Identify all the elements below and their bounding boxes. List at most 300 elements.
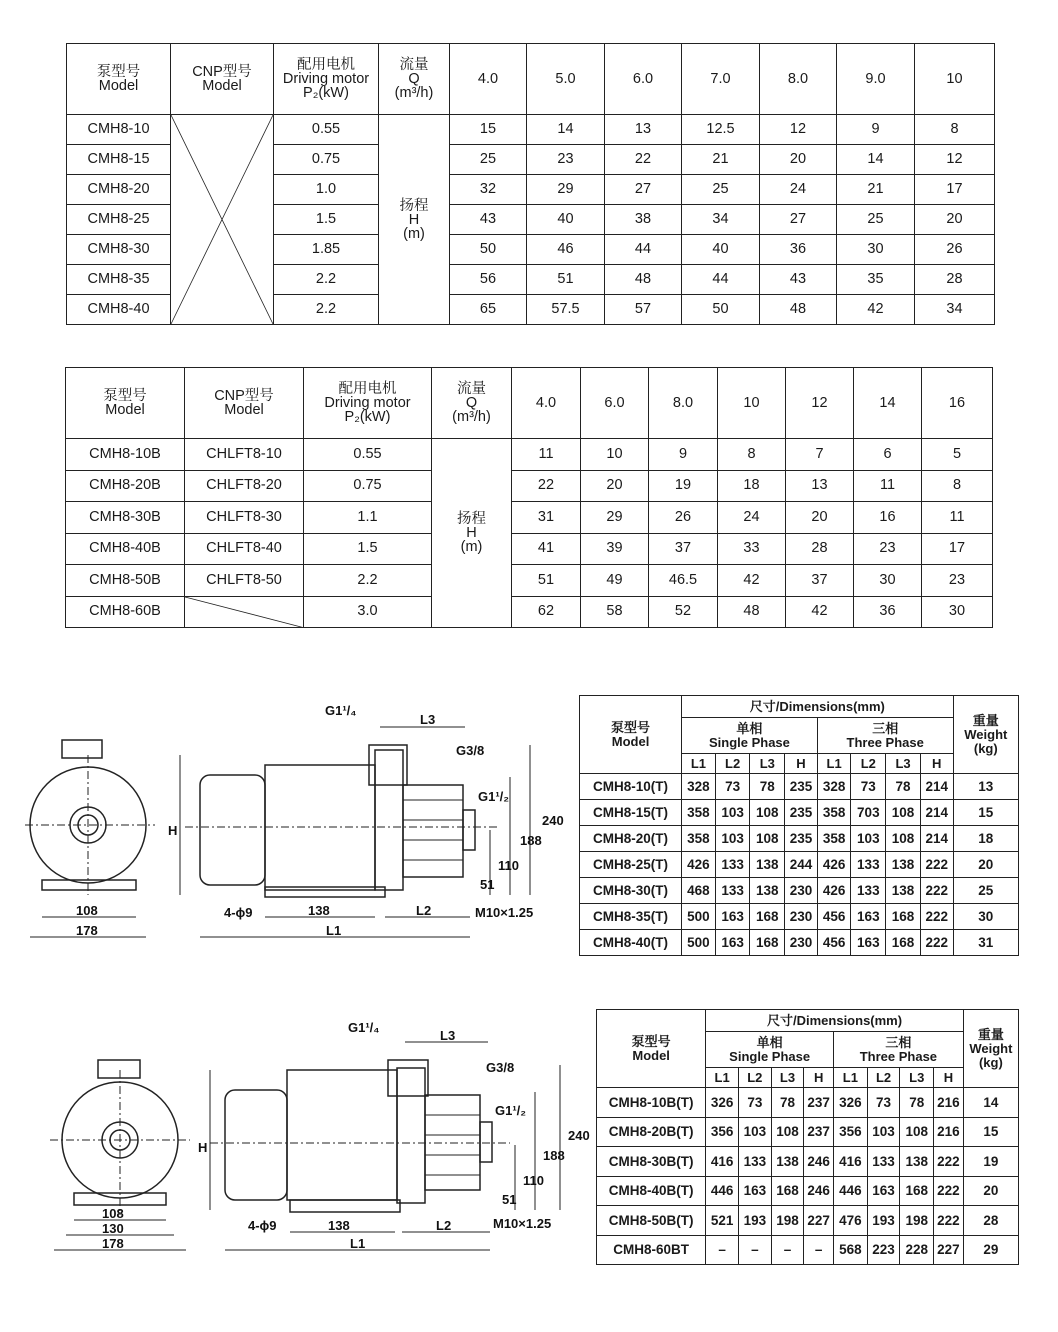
- head-value-cell: 50: [450, 235, 527, 265]
- head-value-cell: 52: [649, 596, 718, 628]
- model-header-cn: 泵型号: [631, 1033, 671, 1049]
- head-value-cell: 42: [718, 565, 786, 597]
- flow-header-cn: 流量: [399, 57, 429, 73]
- dim-col-label: L3: [886, 754, 921, 774]
- dimension-cell: 133: [738, 1147, 771, 1177]
- dimensions-title: 尺寸/Dimensions(mm): [706, 1010, 963, 1032]
- flow-value: 4.0: [450, 44, 527, 115]
- dimension-cell: 168: [750, 904, 785, 930]
- head-header-sym: H: [466, 525, 477, 541]
- table-row: [597, 1088, 1019, 1118]
- dim-col-label: H: [785, 754, 818, 774]
- head-value-cell: 39: [581, 533, 649, 565]
- dim-col-label: L2: [715, 754, 750, 774]
- head-value-cell: 26: [915, 235, 995, 265]
- head-value-cell: 21: [682, 145, 760, 175]
- head-value-cell: 38: [605, 205, 682, 235]
- dimension-cell: 456: [817, 904, 851, 930]
- model-cell: CMH8-10B(T): [597, 1088, 706, 1118]
- dimension-cell: 73: [738, 1088, 771, 1118]
- flow-value: 12: [786, 368, 854, 439]
- head-header-unit: (m): [460, 539, 483, 555]
- dim-col-label: L1: [833, 1068, 867, 1088]
- weight-cell: 18: [953, 826, 1018, 852]
- dimension-cell: 500: [682, 904, 716, 930]
- dimension-cell: 326: [706, 1088, 739, 1118]
- dimension-cell: 198: [771, 1206, 804, 1236]
- d110-label: 110: [523, 1173, 544, 1188]
- pump-head: [375, 750, 403, 890]
- dimension-cell: 103: [715, 826, 750, 852]
- flow-value: 10: [718, 368, 786, 439]
- head-value-cell: 36: [854, 596, 922, 628]
- d138-label: 138: [328, 1218, 350, 1233]
- d188-label: 188: [520, 833, 542, 848]
- head-value-cell: 9: [837, 115, 915, 145]
- cnp-header-cn: CNP型号: [214, 388, 274, 404]
- head-value-cell: 12: [760, 115, 837, 145]
- motor-header-en: Driving motor: [324, 395, 411, 411]
- dimension-cell: 108: [886, 800, 921, 826]
- model-cell: CMH8-30: [67, 235, 171, 265]
- dimension-cell: 163: [851, 930, 886, 956]
- dimension-cell: 133: [867, 1147, 900, 1177]
- cnp-model-cell: CHLFT8-40: [185, 533, 304, 565]
- head-value-cell: 48: [760, 295, 837, 325]
- model-cell: CMH8-30B(T): [597, 1147, 706, 1177]
- head-value-cell: 18: [718, 470, 786, 502]
- dimension-cell: –: [771, 1235, 804, 1265]
- dimension-cell: 358: [682, 800, 716, 826]
- head-value-cell: 49: [581, 565, 649, 597]
- dimension-cell: 222: [920, 878, 953, 904]
- dimension-cell: 133: [715, 878, 750, 904]
- model-cell: CMH8-25: [67, 205, 171, 235]
- single-phase-cn: 单相: [756, 1034, 783, 1050]
- three-phase-en: Three Phase: [859, 1048, 938, 1064]
- motor-header-unit: P₂(kW): [344, 409, 391, 425]
- power-cell: 0.75: [304, 470, 432, 502]
- head-value-cell: 21: [837, 175, 915, 205]
- dimension-cell: 358: [682, 826, 716, 852]
- dimension-cell: 193: [867, 1206, 900, 1236]
- flow-value: 7.0: [682, 44, 760, 115]
- d240-label: 240: [542, 813, 564, 828]
- head-value-cell: 43: [760, 265, 837, 295]
- model-header-cn: 泵型号: [96, 64, 141, 80]
- head-value-cell: 25: [682, 175, 760, 205]
- weight-header-en: Weight: [969, 1040, 1013, 1056]
- weight-header-cn: 重量: [972, 712, 999, 728]
- pump-drawing-2: [40, 1010, 590, 1265]
- dimension-cell: 222: [920, 904, 953, 930]
- dimension-cell: 168: [771, 1176, 804, 1206]
- dimension-cell: 73: [851, 774, 886, 800]
- cnp-header-en: Model: [224, 402, 264, 418]
- pump-stages: [403, 785, 463, 877]
- dimension-cell: 133: [851, 878, 886, 904]
- head-value-cell: 13: [605, 115, 682, 145]
- empty-cell-cross: [185, 597, 303, 628]
- weight-cell: 30: [953, 904, 1018, 930]
- weight-cell: 15: [963, 1117, 1018, 1147]
- dimension-cell: 138: [900, 1147, 934, 1177]
- performance-table-1: [66, 43, 995, 325]
- dimension-cell: 168: [886, 930, 921, 956]
- cnp-model-cell: CHLFT8-20: [185, 470, 304, 502]
- head-value-cell: 23: [854, 533, 922, 565]
- dimension-cell: 108: [750, 826, 785, 852]
- flow-header-sym: Q: [465, 395, 478, 411]
- dimension-cell: 168: [886, 904, 921, 930]
- dimension-cell: 476: [833, 1206, 867, 1236]
- dimension-cell: 356: [833, 1117, 867, 1147]
- dimension-cell: 426: [682, 852, 716, 878]
- model-cell: CMH8-15(T): [580, 800, 682, 826]
- model-cell: CMH8-30B: [66, 502, 185, 534]
- table-row: [597, 1176, 1019, 1206]
- dimension-cell: 214: [920, 774, 953, 800]
- motor-header-cn: 配用电机: [297, 57, 355, 73]
- dimension-cell: 133: [715, 852, 750, 878]
- pump-drawing-1: [20, 695, 580, 950]
- g114-label: G1¹/₄: [325, 703, 357, 718]
- dimension-cell: 108: [900, 1117, 934, 1147]
- weight-cell: 20: [953, 852, 1018, 878]
- head-value-cell: 22: [512, 470, 581, 502]
- power-cell: 0.55: [274, 115, 379, 145]
- head-value-cell: 8: [915, 115, 995, 145]
- motor-header-unit: P₂(kW): [303, 85, 349, 101]
- dimension-cell: 222: [920, 930, 953, 956]
- head-value-cell: 24: [718, 502, 786, 534]
- model-cell: CMH8-40: [67, 295, 171, 325]
- three-phase-cn: 三相: [885, 1034, 912, 1050]
- head-value-cell: 17: [922, 533, 993, 565]
- model-cell: CMH8-25(T): [580, 852, 682, 878]
- table-row: [66, 533, 993, 565]
- table-row: [66, 596, 993, 628]
- head-value-cell: 56: [450, 265, 527, 295]
- model-cell: CMH8-20(T): [580, 826, 682, 852]
- dimension-cell: 78: [900, 1088, 934, 1118]
- weight-cell: 13: [953, 774, 1018, 800]
- model-cell: CMH8-50B: [66, 565, 185, 597]
- dim-col-label: L1: [706, 1068, 739, 1088]
- dimension-cell: 103: [715, 800, 750, 826]
- pump-head: [397, 1068, 425, 1203]
- head-value-cell: 37: [649, 533, 718, 565]
- table-row: [66, 502, 993, 534]
- table-row: [66, 439, 993, 471]
- weight-cell: 15: [953, 800, 1018, 826]
- dimension-cell: 230: [785, 878, 818, 904]
- head-value-cell: 40: [527, 205, 605, 235]
- dimension-cell: 222: [920, 852, 953, 878]
- head-value-cell: 29: [581, 502, 649, 534]
- dimension-cell: 73: [715, 774, 750, 800]
- flow-header-unit: (m³/h): [394, 85, 434, 101]
- motor-end-cap: [225, 1090, 287, 1200]
- model-cell: CMH8-10B: [66, 439, 185, 471]
- l3-label: L3: [420, 712, 436, 727]
- dimensions-title: 尺寸/Dimensions(mm): [682, 696, 954, 718]
- head-value-cell: 62: [512, 596, 581, 628]
- head-value-cell: 12: [915, 145, 995, 175]
- model-cell: CMH8-35: [67, 265, 171, 295]
- head-value-cell: 14: [527, 115, 605, 145]
- model-header-en: Model: [632, 1047, 670, 1063]
- head-header-unit: (m): [403, 225, 425, 242]
- head-value-cell: 20: [786, 502, 854, 534]
- model-cell: CMH8-60B: [66, 596, 185, 628]
- model-cell: CMH8-15: [67, 145, 171, 175]
- dimension-cell: 227: [804, 1206, 834, 1236]
- head-value-cell: 28: [915, 265, 995, 295]
- three-phase-cn: 三相: [872, 720, 899, 736]
- head-value-cell: 42: [837, 295, 915, 325]
- head-value-cell: 36: [760, 235, 837, 265]
- d108-label: 108: [76, 903, 98, 918]
- table-row: [67, 115, 995, 145]
- dimension-cell: 133: [851, 852, 886, 878]
- dimension-cell: 358: [817, 826, 851, 852]
- table-row: [580, 774, 1019, 800]
- head-value-cell: 42: [786, 596, 854, 628]
- table-row: [597, 1147, 1019, 1177]
- l3-label: L3: [440, 1028, 456, 1043]
- inlet-port: [480, 1122, 492, 1162]
- table-row: [580, 904, 1019, 930]
- weight-cell: 25: [953, 878, 1018, 904]
- dimension-cell: 138: [886, 852, 921, 878]
- weight-cell: 29: [963, 1235, 1018, 1265]
- head-value-cell: 30: [922, 596, 993, 628]
- power-cell: 2.2: [274, 295, 379, 325]
- dimension-cell: 78: [750, 774, 785, 800]
- dimension-cell: 222: [934, 1147, 964, 1177]
- head-value-cell: 29: [527, 175, 605, 205]
- head-value-cell: 25: [837, 205, 915, 235]
- dim-col-label: L2: [851, 754, 886, 774]
- dimension-cell: 163: [851, 904, 886, 930]
- dimension-cell: 358: [817, 800, 851, 826]
- dimension-cell: 426: [817, 878, 851, 904]
- head-value-cell: 7: [786, 439, 854, 471]
- dimension-cell: 138: [886, 878, 921, 904]
- flow-value: 5.0: [527, 44, 605, 115]
- cnp-model-cell: CHLFT8-30: [185, 502, 304, 534]
- dimensions-table-1: [579, 695, 1019, 956]
- head-header-cell: [432, 439, 512, 628]
- flow-header-cn: 流量: [457, 381, 486, 397]
- head-value-cell: 46: [527, 235, 605, 265]
- head-value-cell: 33: [718, 533, 786, 565]
- d51-label: 51: [480, 877, 495, 892]
- dimension-cell: 416: [706, 1147, 739, 1177]
- dimension-cell: 214: [920, 800, 953, 826]
- head-header-cn: 扬程: [399, 197, 429, 214]
- model-header-cn: 泵型号: [103, 388, 147, 404]
- dimension-cell: 326: [833, 1088, 867, 1118]
- head-value-cell: 27: [760, 205, 837, 235]
- dimension-cell: 163: [715, 930, 750, 956]
- table-row: [597, 1117, 1019, 1147]
- model-cell: CMH8-30(T): [580, 878, 682, 904]
- dimension-cell: 103: [738, 1117, 771, 1147]
- dimension-cell: 446: [706, 1176, 739, 1206]
- side-base: [265, 887, 385, 897]
- weight-header-cn: 重量: [977, 1026, 1004, 1042]
- single-phase-en: Single Phase: [708, 734, 790, 750]
- dimension-cell: 235: [785, 826, 818, 852]
- table-row: [66, 565, 993, 597]
- dimensions-table-2: [596, 1009, 1019, 1265]
- dimension-cell: 244: [785, 852, 818, 878]
- d188-label: 188: [543, 1148, 565, 1163]
- dimension-cell: 108: [771, 1117, 804, 1147]
- head-value-cell: 19: [649, 470, 718, 502]
- inlet-port: [463, 810, 475, 850]
- model-cell: CMH8-60BT: [597, 1235, 706, 1265]
- flow-value: 9.0: [837, 44, 915, 115]
- g38-label: G3/8: [486, 1060, 515, 1075]
- dimension-cell: 228: [900, 1235, 934, 1265]
- head-value-cell: 43: [450, 205, 527, 235]
- power-cell: 1.5: [304, 533, 432, 565]
- l1-label: L1: [350, 1236, 366, 1251]
- table-row: [580, 852, 1019, 878]
- d138-label: 138: [308, 903, 330, 918]
- head-value-cell: 65: [450, 295, 527, 325]
- dimension-cell: 568: [833, 1235, 867, 1265]
- weight-header-unit: (kg): [978, 1054, 1003, 1070]
- flow-value: 4.0: [512, 368, 581, 439]
- dim-col-label: H: [804, 1068, 834, 1088]
- power-cell: 1.5: [274, 205, 379, 235]
- head-value-cell: 44: [682, 265, 760, 295]
- head-value-cell: 40: [682, 235, 760, 265]
- dimension-cell: 222: [934, 1206, 964, 1236]
- dimension-cell: 103: [867, 1117, 900, 1147]
- dimension-cell: –: [706, 1235, 739, 1265]
- dimension-cell: 227: [934, 1235, 964, 1265]
- power-cell: 0.75: [274, 145, 379, 175]
- table-header-row: [66, 368, 993, 439]
- motor-header-cn: 配用电机: [338, 381, 397, 397]
- model-cell: CMH8-40B: [66, 533, 185, 565]
- dimension-cell: 138: [771, 1147, 804, 1177]
- model-header-en: Model: [105, 402, 145, 418]
- head-value-cell: 51: [512, 565, 581, 597]
- head-value-cell: 17: [915, 175, 995, 205]
- head-value-cell: 24: [760, 175, 837, 205]
- performance-table-2: [65, 367, 993, 628]
- head-value-cell: 37: [786, 565, 854, 597]
- dimension-cell: 500: [682, 930, 716, 956]
- head-value-cell: 14: [837, 145, 915, 175]
- head-value-cell: 46.5: [649, 565, 718, 597]
- cnp-header-cn: CNP型号: [192, 64, 252, 80]
- dimension-cell: 446: [833, 1176, 867, 1206]
- dimension-cell: 163: [867, 1176, 900, 1206]
- head-value-cell: 57: [605, 295, 682, 325]
- hole-label: 4-ϕ9: [224, 905, 253, 920]
- head-value-cell: 9: [649, 439, 718, 471]
- dim-col-label: L2: [738, 1068, 771, 1088]
- motor-end-cap: [200, 775, 265, 885]
- dimension-cell: 198: [900, 1206, 934, 1236]
- head-value-cell: 8: [718, 439, 786, 471]
- model-header-en: Model: [98, 78, 139, 94]
- power-cell: 3.0: [304, 596, 432, 628]
- head-value-cell: 41: [512, 533, 581, 565]
- dimension-cell: 138: [750, 852, 785, 878]
- m10-label: M10×1.25: [475, 905, 534, 920]
- dimension-cell: 216: [934, 1117, 964, 1147]
- weight-cell: 20: [963, 1176, 1018, 1206]
- dimension-cell: 103: [851, 826, 886, 852]
- head-value-cell: 20: [760, 145, 837, 175]
- head-header-sym: H: [408, 211, 420, 228]
- weight-cell: 31: [953, 930, 1018, 956]
- head-header-cn: 扬程: [457, 511, 486, 527]
- dimension-cell: 328: [682, 774, 716, 800]
- weight-cell: 19: [963, 1147, 1018, 1177]
- dimension-cell: 468: [682, 878, 716, 904]
- head-value-cell: 48: [718, 596, 786, 628]
- head-value-cell: 34: [915, 295, 995, 325]
- model-cell: CMH8-40B(T): [597, 1176, 706, 1206]
- model-cell: CMH8-20B(T): [597, 1117, 706, 1147]
- dimension-cell: 223: [867, 1235, 900, 1265]
- table-row: [597, 1235, 1019, 1265]
- dimension-cell: 521: [706, 1206, 739, 1236]
- table-row: [580, 878, 1019, 904]
- dimension-cell: 168: [900, 1176, 934, 1206]
- dimension-cell: 246: [804, 1176, 834, 1206]
- table-row: [597, 1206, 1019, 1236]
- head-value-cell: 58: [581, 596, 649, 628]
- head-value-cell: 11: [512, 439, 581, 471]
- d178-label: 178: [102, 1236, 124, 1251]
- m10-label: M10×1.25: [493, 1216, 552, 1231]
- head-value-cell: 23: [922, 565, 993, 597]
- weight-header-en: Weight: [964, 726, 1008, 742]
- head-value-cell: 13: [786, 470, 854, 502]
- dimension-cell: 214: [920, 826, 953, 852]
- dim-col-label: L3: [750, 754, 785, 774]
- dimension-cell: 73: [867, 1088, 900, 1118]
- l2-label: L2: [436, 1218, 452, 1233]
- model-cell: CMH8-35(T): [580, 904, 682, 930]
- head-value-cell: 11: [854, 470, 922, 502]
- cnp-model-cell: CHLFT8-10: [185, 439, 304, 471]
- single-phase-en: Single Phase: [729, 1048, 811, 1064]
- g38-label: G3/8: [456, 743, 485, 758]
- g112-label: G1¹/₂: [495, 1103, 527, 1118]
- dimension-cell: 108: [750, 800, 785, 826]
- head-value-cell: 28: [786, 533, 854, 565]
- d178-label: 178: [76, 923, 98, 938]
- dimension-cell: 78: [771, 1088, 804, 1118]
- head-value-cell: 16: [854, 502, 922, 534]
- cnp-model-cell: [171, 115, 274, 325]
- model-header-en: Model: [611, 733, 650, 749]
- flow-value: 6.0: [605, 44, 682, 115]
- weight-cell: 14: [963, 1088, 1018, 1118]
- h-label: H: [168, 823, 178, 838]
